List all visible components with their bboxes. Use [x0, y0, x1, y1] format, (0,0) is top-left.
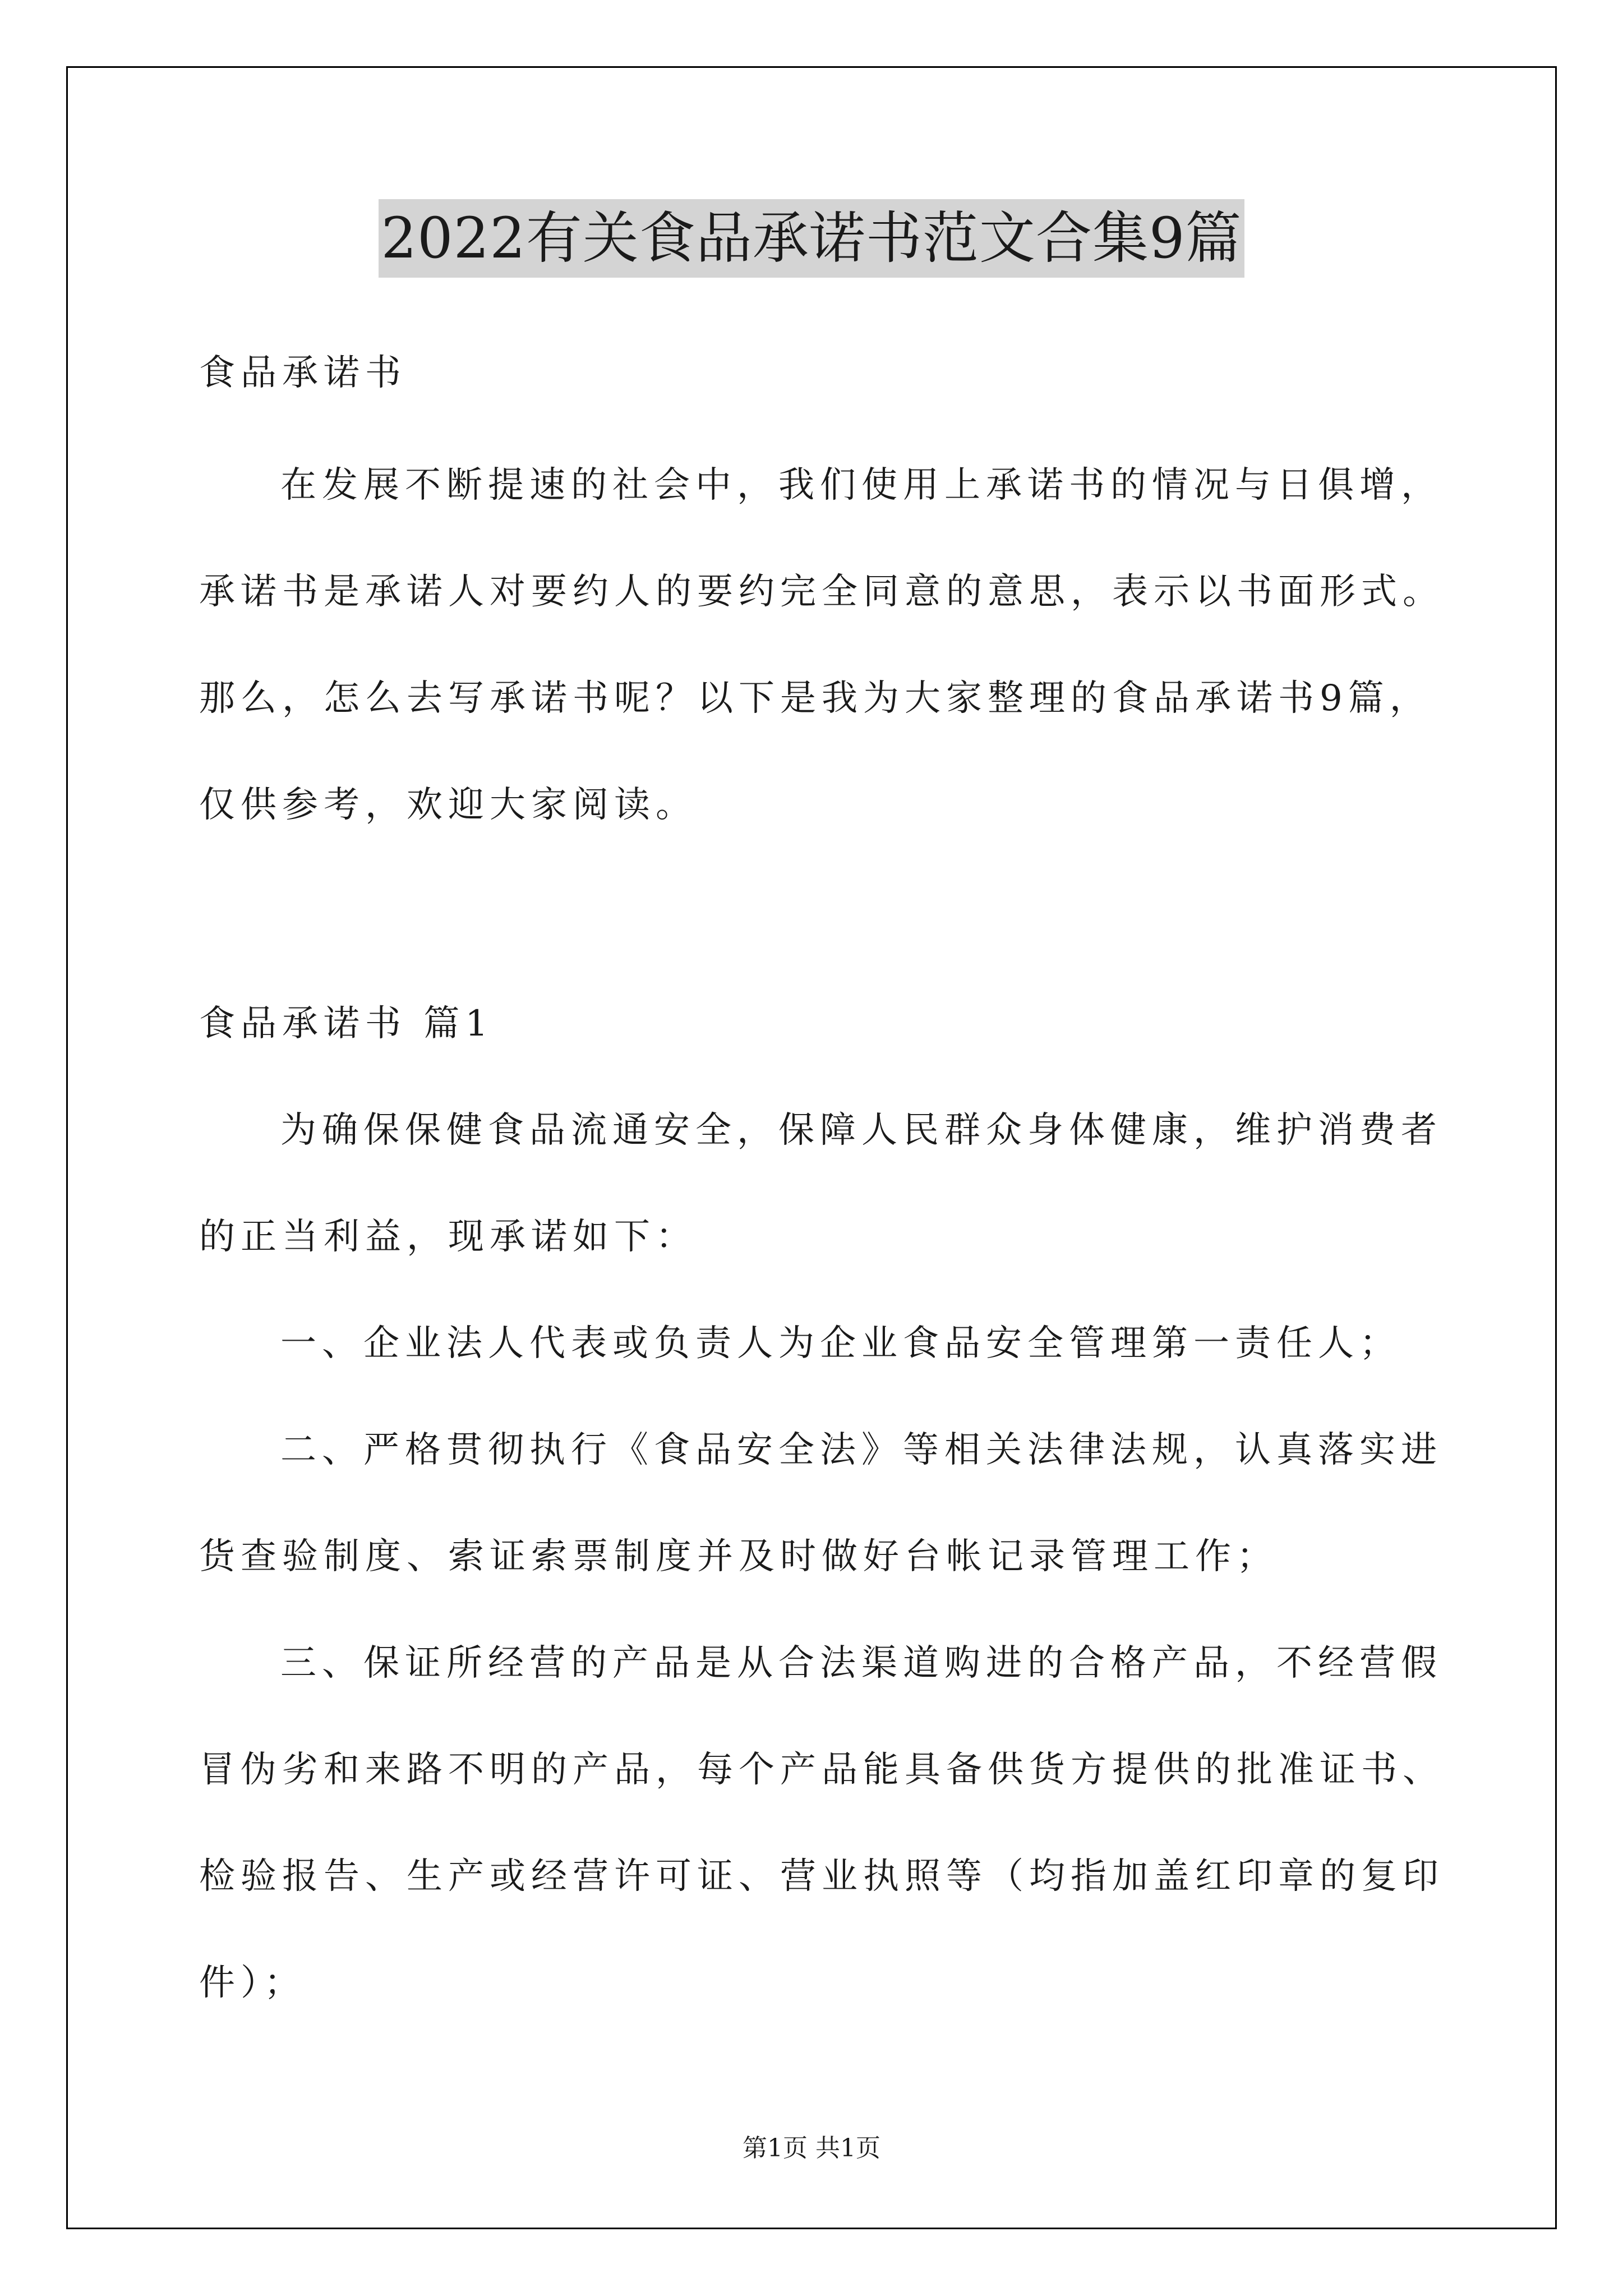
title-container — [0, 199, 1623, 278]
paragraph-line: 的正当利益，现承诺如下： — [199, 1216, 697, 1258]
paragraph-line: 货查验制度、索证索票制度并及时做好台帐记录管理工作； — [199, 1536, 1278, 1577]
paragraph-line: 件）； — [199, 1962, 306, 2004]
paragraph-line: 承诺书是承诺人对要约人的要约完全同意的意思，表示以书面形式。 — [199, 571, 1444, 613]
page-footer: 第1页 共1页 — [743, 2134, 880, 2162]
section-heading: 食品承诺书 — [199, 352, 407, 394]
paragraph-line: 在发展不断提速的社会中，我们使用上承诺书的情况与日俱增， — [280, 464, 1442, 506]
paragraph-line: 检验报告、生产或经营许可证、营业执照等（均指加盖红印章的复印 — [199, 1856, 1444, 1897]
section-heading: 食品承诺书 篇1 — [199, 1003, 494, 1045]
paragraph-line: 那么，怎么去写承诺书呢？以下是我为大家整理的食品承诺书9篇， — [199, 678, 1431, 719]
paragraph-line: 三、保证所经营的产品是从合法渠道购进的合格产品，不经营假 — [280, 1642, 1442, 1684]
document-title: 2022有关食品承诺书范文合集9篇 — [379, 199, 1244, 278]
paragraph-line: 冒伪劣和来路不明的产品，每个产品能具备供货方提供的批准证书、 — [199, 1749, 1444, 1791]
paragraph-line: 一、企业法人代表或负责人为企业食品安全管理第一责任人； — [280, 1323, 1401, 1364]
paragraph-line: 为确保保健食品流通安全，保障人民群众身体健康，维护消费者 — [280, 1110, 1442, 1151]
paragraph-line: 仅供参考，欢迎大家阅读。 — [199, 784, 697, 826]
paragraph-line: 二、严格贯彻执行《食品安全法》等相关法律法规，认真落实进 — [280, 1429, 1442, 1471]
